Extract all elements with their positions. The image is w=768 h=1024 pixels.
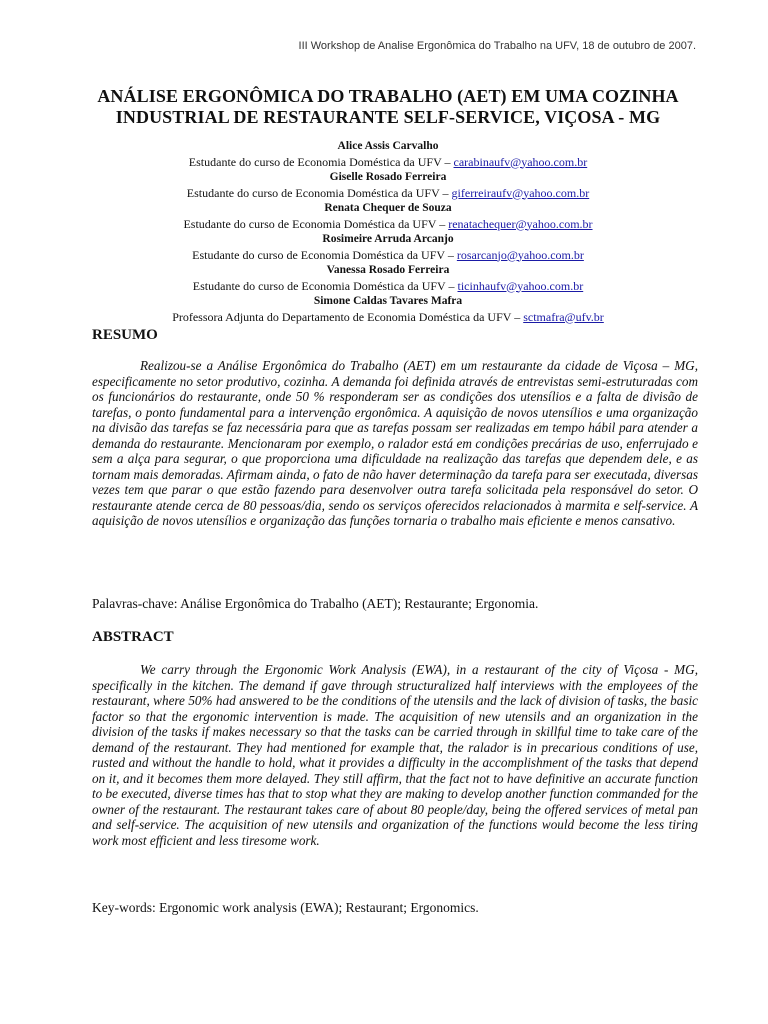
abstract-heading: ABSTRACT [92,629,174,645]
affiliation-text: Professora Adjunta do Departamento de Economia Doméstica da UFV – [172,309,521,324]
affiliation-text: Estudante do curso de Economia Doméstica da UFV – [192,247,454,262]
affiliation-text: Estudante do curso de Economia Doméstica da UFV – [186,185,449,200]
title-line-2: INDUSTRIAL DE RESTAURANTE SELF-SERVICE, VIÇOSA - MG [115,107,661,127]
author-name: Renata Chequer de Souza [324,202,452,214]
author-email-link[interactable]: giferreiraufv@yahoo.com.br [451,185,590,200]
author-affiliation [60,186,716,202]
author-email-link[interactable]: rosarcanjo@yahoo.com.br [456,247,584,262]
author-email-link[interactable]: sctmafra@ufv.br [523,309,604,324]
author-affiliation [60,248,716,264]
author-name: Alice Assis Carvalho [337,140,439,152]
author-name: Vanessa Rosado Ferreira [326,264,450,276]
author-name: Rosimeire Arruda Arcanjo [322,233,454,245]
affiliation-text: Estudante do curso de Economia Doméstica da UFV – [192,278,455,293]
author-affiliation [60,310,716,326]
author-affiliation [60,155,716,171]
resumo-heading: RESUMO [92,327,158,343]
paper-title [60,86,716,128]
author-email-link[interactable]: carabinaufv@yahoo.com.br [453,154,588,169]
author-list [60,139,716,325]
running-head: III Workshop de Analise Ergonômica do Trabalho na UFV, 18 de outubro de 2007. [298,40,696,52]
title-line-1: ANÁLISE ERGONÔMICA DO TRABALHO (AET) EM UMA COZINHA [97,86,679,106]
author-affiliation [60,217,716,233]
author-name: Giselle Rosado Ferreira [329,171,447,183]
affiliation-text: Estudante do curso de Economia Doméstica da UFV – [183,216,446,231]
abstract-keywords: Key-words: Ergonomic work analysis (EWA); Restaurant; Ergonomics. [92,900,479,915]
abstract-paragraph: We carry through the Ergonomic Work Analysis (EWA), in a restaurant of the city of Viçosa - MG, specifically in the kitchen. The demand if gave through structuralized half interviews with the employees of the restaurant, where 50% had answered to be the conditions of the utensils and the lack of division of tasks, the basic factor so that the ergonomic intervention is made. The acquisition of new utensils and an organization in the division of the tasks if makes necessary so that the tasks can be carried through in skillful time to take care of the demand of the restaurant. They had mentioned for example that, the ralador is in precarious conditions of use, rusted and without the handle to hold, what it provides a difficulty in the accomplishment of the tasks that depend on it, and it becomes them more delayed. They still affirm, that the fact not to have definitive an accurate function to be executed, diverse times has that to stop what they are making to develop another function commanded for the owner of the restaurant. The restaurant takes care of about 80 people/day, being the offered services of metal pan and self-service. The acquisition of new utensils and organization of the functions would become the less tiring work most efficient and less tiresome work. [92,662,699,849]
resumo-paragraph: Realizou-se a Análise Ergonômica do Trabalho (AET) em um restaurante da cidade de Viçosa – MG, especificamente no setor produtivo, cozinha. A demanda foi definida através de entrevistas semi-estruturadas com os funcionários do restaurante, onde 50 % responderam ser as condições dos utensílios e a falta de divisão de tarefas, o ponto fundamental para a intervenção ergonômica. A aquisição de novos utensílios e uma organização na divisão das tarefas se faz necessária para que as tarefas possam ser realizadas em tempo hábil para atender a demanda do restaurante. Mencionaram por exemplo, o ralador está em condições precárias de uso, enferrujado e sem a alça para segurar, o que proporciona uma dificuldade na realização das tarefas que dependem dele, e as tornam mais demoradas. Afirmam ainda, o fato de não haver determinação da tarefa para ser executada, diversas vezes tem que parar o que estão fazendo para desenvolver outra tarefa solicitada pela responsável do setor. O restaurante atende cerca de 80 pessoas/dia, sendo os serviços oferecidos relacionados à marmita e self-service. A aquisição de novos utensílios e organização das funções tornaria o trabalho mais eficiente e menos cansativo. [92,358,698,529]
author-email-link[interactable]: renatachequer@yahoo.com.br [448,216,593,231]
affiliation-text: Estudante do curso de Economia Doméstica da UFV – [188,154,451,169]
resumo-keywords: Palavras-chave: Análise Ergonômica do Trabalho (AET); Restaurante; Ergonomia. [92,596,539,611]
author-email-link[interactable]: ticinhaufv@yahoo.com.br [457,278,584,293]
author-affiliation [60,279,716,295]
author-name: Simone Caldas Tavares Mafra [313,295,463,307]
